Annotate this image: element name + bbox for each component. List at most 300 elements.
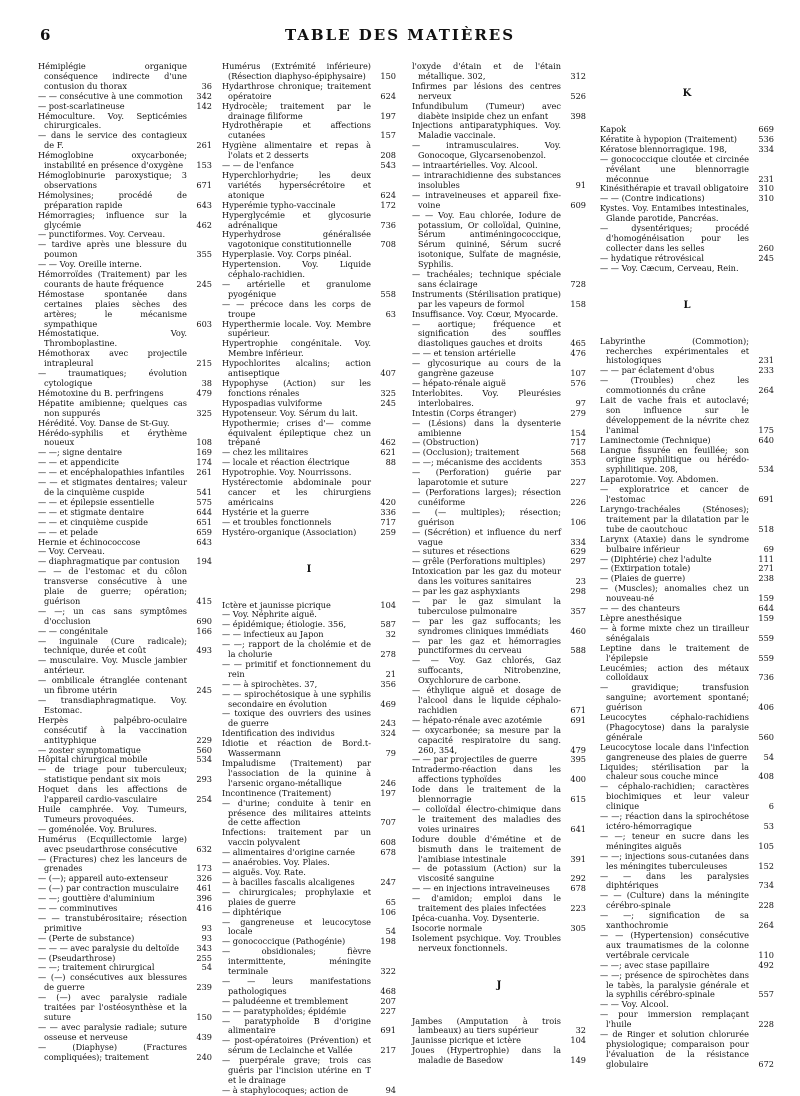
- index-entry: [222, 419, 396, 449]
- entry-page-number: 310: [758, 183, 774, 194]
- entry-page-number: 468: [380, 985, 396, 996]
- index-entry: [38, 676, 212, 696]
- entry-page-number: 416: [196, 903, 212, 914]
- entry-page-number: 174: [196, 457, 212, 468]
- entry-page-number: 462: [380, 437, 396, 448]
- entry-page-number: 106: [570, 516, 586, 527]
- entry-page-number: 568: [570, 447, 586, 458]
- entry-text: Hémorroïdes (Traitement) par les courants de haute fréquence: [38, 269, 187, 289]
- section-letter: K: [682, 88, 692, 99]
- entry-page-number: 408: [758, 771, 774, 782]
- entry-text: Infirmes par lésions des centres nerveux: [412, 80, 561, 101]
- entry-page-number: 297: [570, 556, 586, 567]
- index-entry: [38, 191, 212, 211]
- entry-page-number: 469: [380, 698, 396, 709]
- entry-page-number: 159: [758, 593, 774, 604]
- entry-text: — —; gouttière d'aluminium: [38, 893, 155, 904]
- entry-text: — — et pelade: [38, 526, 98, 537]
- entry-page-number: 325: [380, 387, 396, 398]
- entry-text: — hépato-rénale aiguë: [412, 378, 506, 388]
- entry-page-number: 6: [768, 801, 774, 812]
- entry-page-number: 736: [380, 219, 396, 230]
- entry-text: — hépato-rénale avec azotémie: [412, 714, 543, 725]
- entry-page-number: 153: [196, 160, 212, 171]
- entry-page-number: 106: [380, 906, 396, 917]
- entry-page-number: 420: [380, 496, 396, 507]
- index-entry: [38, 211, 212, 231]
- index-entry: [222, 121, 396, 141]
- index-entry: [38, 607, 212, 627]
- entry-text: — par les gaz suffocants; les syndromes cliniques immédiats: [412, 615, 561, 636]
- entry-page-number: 97: [575, 397, 586, 408]
- entry-text: l'oxyde d'étain et de l'étain métallique. 302,: [412, 61, 561, 81]
- entry-text: — aiguës. Voy. Rate.: [222, 866, 306, 877]
- entry-text: — —; signification de sa xanthochromie: [600, 910, 749, 931]
- entry-text: Joues (Hypertrophie) dans la maladie de Basedow: [412, 1045, 561, 1066]
- entry-page-number: 669: [758, 124, 774, 134]
- entry-text: Leucémies; action des métaux colloïdaux: [600, 662, 749, 683]
- entry-page-number: 65: [385, 896, 396, 907]
- entry-page-number: 479: [196, 387, 212, 398]
- entry-text: — paratyphoïde B d'origine alimentaire: [222, 1015, 371, 1036]
- entry-page-number: 110: [758, 949, 774, 960]
- page-title: TABLE DES MATIÈRES: [284, 26, 516, 44]
- index-entry: [222, 1056, 396, 1086]
- entry-text: — — à spirochètes. 37,: [222, 678, 318, 689]
- entry-page-number: 560: [196, 744, 212, 755]
- entry-text: — artérielle et granulome pyogénique: [222, 278, 371, 299]
- index-entry: [412, 656, 586, 686]
- entry-page-number: 245: [380, 397, 396, 408]
- entry-text: Hyperplasie. Voy. Corps pinéal.: [222, 249, 352, 260]
- index-entry: [222, 211, 396, 231]
- entry-page-number: 641: [570, 823, 586, 834]
- entry-text: — de Ringer et solution chlorurée physiologique; comparaison pour l'évaluation de la résistance globulaire: [600, 1029, 749, 1069]
- entry-text: — diaphragmatique par contusion: [38, 556, 180, 567]
- entry-text: Hypothermie; crises d'— comme équivalent épileptique chez un trépané: [222, 417, 371, 448]
- entry-text: — chirurgicales; prophylaxie et plaies de guerre: [222, 886, 371, 907]
- index-entry: [222, 888, 396, 908]
- entry-page-number: 105: [758, 840, 774, 851]
- index-entry: [38, 637, 212, 657]
- entry-text: — (Perforations larges); résection cunéiforme: [412, 486, 561, 507]
- entry-page-number: 526: [570, 90, 586, 101]
- entry-text: — — et tension artérielle: [412, 348, 516, 359]
- entry-text: — dysentériques; procédé d'homogénéisation pour les collecter dans les selles: [600, 223, 749, 253]
- entry-page-number: 629: [570, 546, 586, 557]
- index-entry: [38, 429, 212, 449]
- entry-page-number: 107: [570, 368, 586, 379]
- entry-page-number: 559: [758, 632, 774, 643]
- entry-page-number: 691: [758, 494, 774, 505]
- index-entry: [412, 894, 586, 914]
- entry-text: — — leurs manifestations pathologiques: [222, 975, 371, 996]
- entry-text: Hérédo-syphilis et érythème noueux: [38, 427, 187, 448]
- entry-text: Hémoglobinurie paroxystique; 3 observations: [38, 169, 187, 190]
- entry-page-number: 298: [570, 586, 586, 597]
- entry-page-number: 63: [385, 308, 396, 319]
- entry-text: — — et encéphalopathies infantiles: [38, 467, 185, 478]
- entry-text: Isocorie normale: [412, 922, 483, 933]
- index-entry: [412, 765, 586, 785]
- index-entry: [412, 191, 586, 211]
- entry-page-number: 439: [196, 1031, 212, 1042]
- entry-text: — Voy. Cerveau.: [38, 546, 105, 557]
- entry-text: — gonococcique cloutée et circinée révélant une blennorragie méconnue: [600, 153, 749, 184]
- entry-page-number: 608: [380, 837, 396, 848]
- index-entry: [600, 664, 774, 684]
- entry-text: — (Perte de substance): [38, 932, 135, 943]
- entry-page-number: 166: [196, 625, 212, 636]
- index-entry: [600, 485, 774, 505]
- entry-page-number: 245: [196, 685, 212, 696]
- entry-page-number: 334: [758, 143, 774, 154]
- entry-text: — (Troubles) chez les commotionnés du crâne: [600, 375, 749, 396]
- entry-text: Iodure double d'émétine et de bismuth dans le traitement de l'amibiase intestinale: [412, 833, 561, 864]
- entry-text: — — infectieux au Japon: [222, 629, 324, 640]
- entry-text: Hémorragies; influence sur la glycémie: [38, 209, 187, 230]
- entry-text: — grêle (Perforations multiples): [412, 556, 546, 567]
- entry-text: Hémostase spontanée dans certaines plaies sèches des artères; le mécanisme sympathique: [38, 288, 187, 329]
- entry-page-number: 279: [570, 407, 586, 418]
- entry-text: — — et appendicite: [38, 457, 119, 468]
- entry-text: — épidémique; étiologie. 356,: [222, 619, 347, 630]
- entry-page-number: 104: [570, 1035, 586, 1046]
- entry-page-number: 407: [380, 368, 396, 379]
- index-entry: [412, 617, 586, 637]
- entry-page-number: 233: [758, 365, 774, 376]
- entry-page-number: 231: [758, 355, 774, 366]
- index-entry: [222, 379, 396, 399]
- entry-page-number: 395: [570, 754, 586, 765]
- entry-text: Hypotrophie. Voy. Nourrissons.: [222, 467, 352, 478]
- index-entry: [38, 656, 212, 676]
- entry-page-number: 154: [570, 427, 586, 438]
- index-entry: [412, 726, 586, 756]
- entry-page-number: 541: [196, 486, 212, 497]
- entry-text: — alimentaires d'origine carnée: [222, 847, 356, 858]
- index-entry: [222, 1017, 396, 1037]
- entry-text: — de potassium (Action) sur la viscosité sanguine: [412, 863, 561, 884]
- index-entry: [600, 446, 774, 476]
- entry-text: — — (Contre indications): [600, 193, 705, 204]
- entry-page-number: 534: [196, 754, 212, 765]
- index-entry: [600, 852, 774, 872]
- page-number: 6: [40, 26, 51, 44]
- entry-page-number: 691: [570, 714, 586, 725]
- index-entry: [38, 62, 212, 92]
- entry-text: Liquides; stérilisation par la chaleur sous couche mince: [600, 761, 749, 782]
- index-entry: [222, 528, 396, 538]
- entry-text: — (— multiples); résection; guérison: [412, 506, 561, 527]
- entry-text: — puerpérale grave; trois cas guéris par l'incision utérine en T et le drainage: [222, 1055, 371, 1085]
- entry-page-number: 462: [196, 219, 212, 230]
- index-entry: [600, 812, 774, 832]
- entry-text: — — et stigmate dentaire: [38, 506, 144, 517]
- index-entry: [412, 211, 586, 270]
- entry-page-number: 461: [196, 883, 212, 894]
- entry-page-number: 342: [196, 90, 212, 101]
- entry-page-number: 197: [380, 787, 396, 798]
- index-entry: [412, 82, 586, 102]
- entry-text: Labyrinthe (Commotion); recherches expérimentales et histologiques: [600, 335, 749, 366]
- entry-text: — oxycarbonée; sa mesure par la capacité respiratoire du sang. 260, 354,: [412, 724, 561, 755]
- entry-text: — (Diphtérie) chez l'adulte: [600, 553, 712, 564]
- entry-text: — trachéales; technique spéciale sans éclairage: [412, 269, 561, 289]
- entry-text: — — et stigmates dentaires; valeur de la cinquième cuspide: [38, 477, 187, 497]
- entry-page-number: 671: [570, 704, 586, 715]
- entry-page-number: 152: [758, 860, 774, 871]
- entry-text: — — Voy. Gaz chlorés, Gaz suffocants, Nitrobenzine, Oxychlorure de carbone.: [412, 655, 561, 686]
- entry-page-number: 79: [385, 748, 396, 759]
- index-entry: [222, 171, 396, 201]
- entry-page-number: 261: [196, 467, 212, 478]
- entry-text: — aortique; fréquence et signification des souffles diastoliques gauches et droits: [412, 318, 561, 349]
- entry-text: — — par éclatement d'obus: [600, 365, 715, 376]
- entry-text: — à staphylocoques; action de: [222, 1084, 349, 1095]
- index-entry: [38, 329, 212, 349]
- entry-text: Hyperhydrose généralisée vagotonique constitutionnelle: [222, 229, 371, 250]
- page-header: [0, 26, 800, 46]
- entry-text: — — par projectiles de guerre: [412, 754, 538, 765]
- entry-page-number: 23: [575, 576, 586, 587]
- entry-text: Insuffisance. Voy. Cœur, Myocarde.: [412, 308, 559, 319]
- entry-page-number: 691: [380, 1025, 396, 1036]
- entry-text: — pour immersion remplaçant l'huile: [600, 1009, 749, 1030]
- index-entry: [600, 1010, 774, 1030]
- entry-text: — — et épilepsie essentielle: [38, 496, 155, 507]
- entry-text: — — (Culture) dans la méningite cérébro-spinale: [600, 890, 749, 911]
- index-entry: [600, 971, 774, 1001]
- entry-page-number: 353: [570, 457, 586, 468]
- entry-page-number: 543: [380, 160, 396, 171]
- index-column-4: [600, 62, 774, 1072]
- entry-page-number: 460: [570, 625, 586, 636]
- entry-page-number: 708: [380, 239, 396, 250]
- entry-text: — —; mécanisme des accidents: [412, 457, 543, 468]
- index-column-3: [412, 62, 586, 1072]
- entry-page-number: 476: [570, 348, 586, 359]
- entry-text: — gravidique; transfusion sanguine; avortement spontané; guérison: [600, 682, 749, 713]
- entry-text: — (Sécrétion) et influence du nerf vague: [412, 526, 561, 547]
- index-entry: [38, 131, 212, 151]
- entry-page-number: 671: [196, 179, 212, 190]
- index-entry: [412, 290, 586, 310]
- entry-page-number: 278: [380, 649, 396, 660]
- entry-page-number: 334: [570, 536, 586, 547]
- entry-page-number: 644: [196, 506, 212, 517]
- entry-text: Hernie et échinococcose: [38, 536, 141, 547]
- entry-page-number: 576: [570, 378, 586, 388]
- entry-page-number: 717: [380, 516, 396, 527]
- entry-page-number: 264: [758, 385, 774, 396]
- entry-text: Intoxication par les gaz du moteur dans les voitures sanitaires: [412, 566, 561, 587]
- index-entry: [412, 270, 586, 290]
- entry-text: Hémostatique. Voy. Thromboplastine.: [38, 328, 187, 349]
- entry-text: — —; réaction dans la spirochétose ictéro-hémorragique: [600, 811, 749, 831]
- entry-text: — (Fractures) chez les lanceurs de grenades: [38, 853, 187, 874]
- entry-page-number: 717: [570, 437, 586, 448]
- entry-page-number: 21: [385, 668, 396, 679]
- entry-page-number: 260: [758, 242, 774, 253]
- entry-page-number: 678: [380, 847, 396, 858]
- entry-text: — —; traitement chirurgical: [38, 962, 155, 973]
- index-entry: [412, 488, 586, 508]
- entry-text: — musculaire. Voy. Muscle jambier antérieur.: [38, 655, 187, 676]
- entry-text: — inguinale (Cure radicale); technique, durée et coût: [38, 635, 187, 656]
- entry-text: Hystérie et la guerre: [222, 506, 309, 517]
- entry-page-number: 415: [196, 595, 212, 606]
- entry-text: Hystéro-organique (Association): [222, 526, 357, 537]
- index-entry: [38, 1023, 212, 1043]
- entry-text: Hémotoxine du B. perfringens: [38, 387, 164, 398]
- index-entry: [222, 478, 396, 508]
- entry-page-number: 226: [570, 496, 586, 507]
- entry-text: Ictère et jaunisse picrique: [222, 599, 331, 610]
- entry-page-number: 158: [570, 298, 586, 309]
- entry-page-number: 150: [380, 70, 396, 81]
- index-entry: [600, 782, 774, 812]
- index-entry: [38, 399, 212, 419]
- entry-page-number: 560: [758, 731, 774, 742]
- index-entry: [222, 280, 396, 300]
- index-entry: [412, 785, 586, 805]
- index-entry: [222, 230, 396, 250]
- entry-page-number: 54: [385, 926, 396, 937]
- entry-page-number: 536: [758, 133, 774, 144]
- entry-page-number: 172: [380, 199, 396, 210]
- entry-page-number: 53: [763, 821, 774, 831]
- index-entry: [600, 763, 774, 783]
- entry-text: — (—) par contraction musculaire: [38, 883, 179, 894]
- entry-text: — (—) avec paralysie radiale traitées par l'ostéosynthèse et la suture: [38, 992, 187, 1022]
- entry-text: Lèpre anesthésique: [600, 612, 682, 623]
- entry-text: — toxique des ouvriers des usines de guerre: [222, 708, 371, 729]
- entry-text: Ipéca-cuanha. Voy. Dysenterie.: [412, 912, 540, 923]
- index-entry: [412, 508, 586, 528]
- entry-page-number: 93: [201, 932, 212, 943]
- entry-page-number: 672: [758, 1058, 774, 1069]
- entry-text: Kapok: [600, 124, 627, 134]
- entry-page-number: 609: [570, 199, 586, 210]
- index-entry: [600, 624, 774, 644]
- index-entry: [222, 709, 396, 729]
- entry-text: — — comminutives: [38, 903, 118, 914]
- entry-page-number: 217: [380, 1045, 396, 1056]
- index-entry: [412, 597, 586, 617]
- entry-text: — transdiaphragmatique. Voy. Estomac.: [38, 695, 187, 715]
- entry-page-number: 659: [196, 526, 212, 537]
- entry-text: Interlobites. Voy. Pleurésies interlobaires.: [412, 387, 561, 408]
- entry-text: — — des chanteurs: [600, 603, 681, 614]
- entry-text: — — primitif et fonctionnement du rein: [222, 658, 371, 679]
- entry-text: — par le gaz simulant la tuberculose pulmonaire: [412, 595, 561, 616]
- entry-text: — — consécutive à une commotion: [38, 90, 183, 101]
- entry-page-number: 32: [385, 629, 396, 640]
- entry-text: Hémolysines; procédé de préparation rapide: [38, 189, 187, 210]
- entry-text: — glycosurique au cours de la gangrène gazeuse: [412, 358, 561, 379]
- entry-page-number: 93: [201, 922, 212, 933]
- entry-page-number: 271: [758, 563, 774, 574]
- entry-text: — colloïdal électro-chimique dans le traitement des maladies des voies urinaires: [412, 803, 561, 834]
- entry-page-number: 310: [758, 193, 774, 204]
- entry-page-number: 400: [570, 774, 586, 785]
- entry-page-number: 396: [196, 893, 212, 904]
- entry-text: — de triage pour tuberculeux; statistique pendant six mois: [38, 764, 187, 785]
- index-entry: [600, 911, 774, 931]
- entry-page-number: 557: [758, 989, 774, 1000]
- entry-page-number: 149: [570, 1055, 586, 1066]
- entry-text: Larynx (Ataxie) dans le syndrome bulbaire inférieur: [600, 533, 749, 554]
- index-column-1: [38, 62, 212, 1072]
- entry-text: — céphalo-rachidien; caractères biochimiques et leur valeur clinique: [600, 781, 749, 812]
- entry-text: Hyperglycémie et glycosurie adrénalique: [222, 209, 371, 230]
- index-entry: [222, 908, 396, 918]
- index-entry: [222, 759, 396, 789]
- entry-text: Langue fissurée en feuillée; son origine syphilitique ou hérédo-syphilitique. 208,: [600, 444, 749, 475]
- entry-page-number: 621: [380, 447, 396, 458]
- entry-text: Huile camphrée. Voy. Tumeurs, Tumeurs provoquées.: [38, 803, 187, 824]
- entry-page-number: 245: [196, 278, 212, 289]
- entry-text: — dans le service des contagieux de F.: [38, 130, 187, 151]
- entry-text: — obsidionales; fièvre intermittente, méningite terminale: [222, 946, 371, 977]
- entry-page-number: 678: [570, 883, 586, 894]
- entry-text: Hémiplégie organique conséquence indirecte d'une contusion du thorax: [38, 61, 187, 91]
- entry-page-number: 493: [196, 645, 212, 656]
- entry-page-number: 534: [758, 464, 774, 475]
- entry-text: Hypochlorites alcalins; action antiseptique: [222, 358, 371, 379]
- entry-text: Infections: traitement par un vaccin polyvalent: [222, 827, 371, 848]
- entry-page-number: 169: [196, 447, 212, 458]
- entry-page-number: 624: [380, 90, 396, 101]
- entry-text: Humérus (Ecquillectomie large) avec pseudarthrose consécutive: [38, 833, 187, 854]
- entry-page-number: 54: [763, 751, 774, 762]
- entry-text: Hémothorax avec projectile intrapleural: [38, 348, 187, 369]
- entry-text: Hypotenseur. Voy. Sérum du lait.: [222, 407, 358, 418]
- entry-page-number: 603: [196, 318, 212, 329]
- entry-text: — diphtérique: [222, 906, 282, 917]
- entry-page-number: 223: [570, 903, 586, 914]
- index-entry: [412, 419, 586, 439]
- entry-text: — —; signe dentaire: [38, 447, 123, 458]
- entry-text: — (Occlusion); traitement: [412, 447, 520, 458]
- entry-text: — — de l'enfance: [222, 160, 294, 171]
- index-entry: [38, 765, 212, 785]
- entry-page-number: 559: [758, 652, 774, 663]
- index-entry: [600, 204, 774, 224]
- entry-page-number: 157: [380, 130, 396, 141]
- entry-text: — intramusculaires. Voy. Gonocoque, Glycarsenobenzol.: [412, 140, 561, 161]
- entry-text: — (Extirpation totale): [600, 563, 691, 574]
- entry-text: — exploratrice et cancer de l'estomac: [600, 484, 749, 505]
- entry-page-number: 94: [385, 1084, 396, 1095]
- index-entry: [600, 535, 774, 555]
- index-entry: [600, 931, 774, 961]
- index-entry: [222, 1086, 396, 1096]
- entry-page-number: 587: [380, 619, 396, 630]
- entry-page-number: 111: [758, 553, 774, 564]
- entry-page-number: 240: [196, 1051, 212, 1062]
- index-entry: [38, 151, 212, 171]
- entry-text: — — et cinquième cuspide: [38, 516, 148, 527]
- index-entry: [412, 934, 586, 954]
- entry-page-number: 227: [570, 477, 586, 488]
- entry-text: — post-opératoires (Prévention) et sérum de Leclainche et Vallée: [222, 1035, 371, 1056]
- index-entry: [38, 696, 212, 716]
- entry-page-number: 69: [763, 543, 774, 554]
- entry-text: Hyperémie typho-vaccinale: [222, 199, 336, 210]
- entry-text: — — transtubérositaire; résection primitive: [38, 912, 187, 933]
